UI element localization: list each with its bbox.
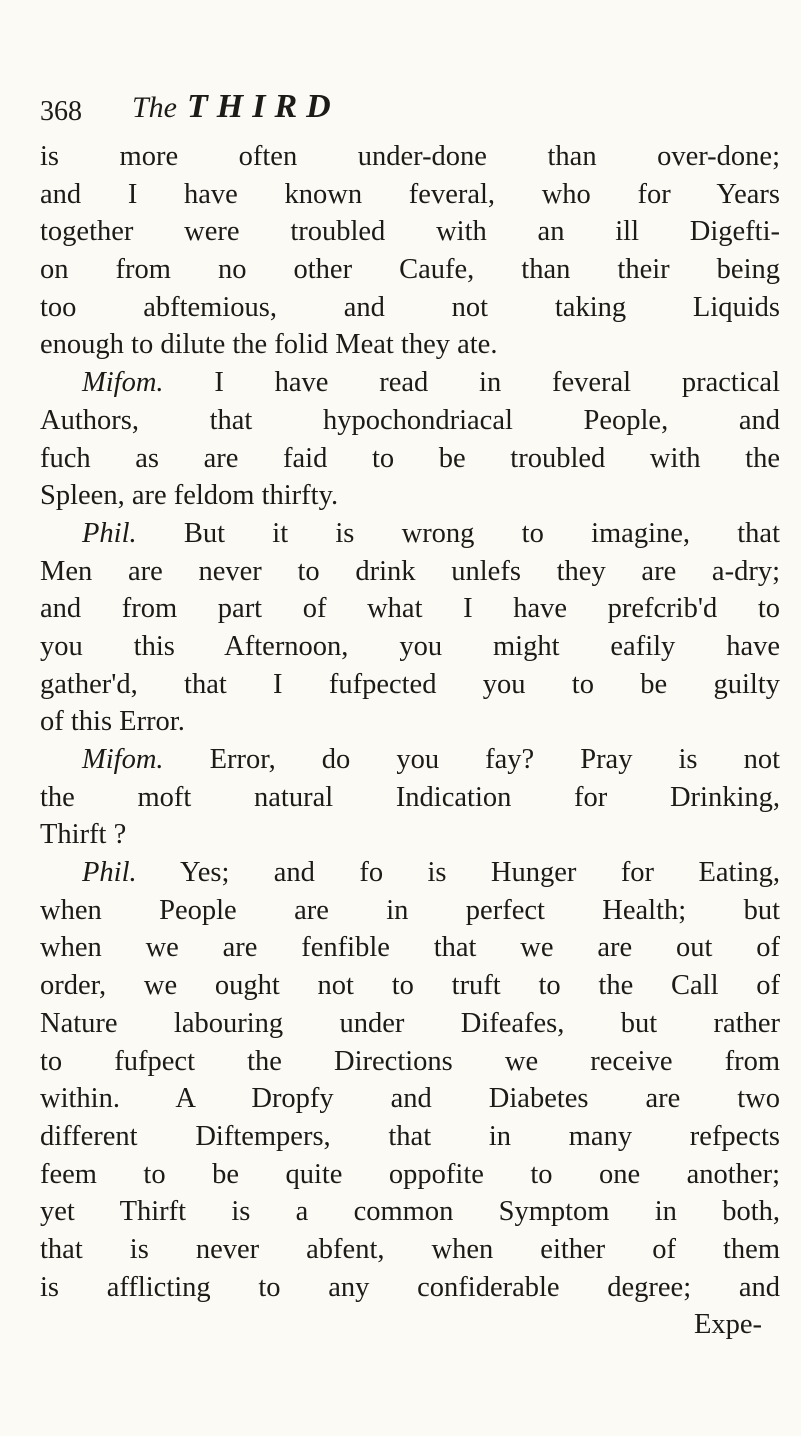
text-line xyxy=(40,553,780,591)
line-text: that is never abfent, when either of them xyxy=(40,1233,780,1265)
line-text: is more often under-done than over-done; xyxy=(40,141,780,172)
line-text: enough to dilute the folid Meat they ate. xyxy=(40,329,498,361)
line-text: But it is wrong to imagine, that xyxy=(136,517,780,549)
text-line xyxy=(40,967,780,1005)
line-text: Men are never to drink unlefs they are a-dry; xyxy=(40,555,780,587)
text-line xyxy=(40,213,780,251)
text-line xyxy=(40,440,780,478)
text-line xyxy=(40,628,780,666)
text-line xyxy=(40,1118,780,1156)
text-line xyxy=(40,816,780,854)
text-line xyxy=(40,854,780,892)
line-text: too abftemious, and not taking Liquids xyxy=(40,291,780,323)
text-line xyxy=(40,1005,780,1043)
line-text: Error, do you fay? Pray is not xyxy=(163,744,780,775)
text-line xyxy=(40,326,780,364)
text-line xyxy=(40,929,780,967)
body-text xyxy=(40,138,780,1344)
text-line xyxy=(40,703,780,741)
page-header xyxy=(40,88,740,128)
line-text: Spleen, are feldom thirfty. xyxy=(40,480,339,512)
text-line xyxy=(40,1080,780,1118)
line-text: on from no other Caufe, than their being xyxy=(40,254,780,286)
running-head-the: The xyxy=(132,91,177,124)
line-text: the moft natural Indication for Drinking, xyxy=(40,781,780,813)
text-line xyxy=(40,515,780,553)
running-head-title: THIRD xyxy=(187,88,340,125)
line-text: different Diftempers, that in many refpects xyxy=(40,1120,780,1152)
text-line xyxy=(40,1269,780,1307)
text-line xyxy=(40,892,780,930)
speaker-name: Phil. xyxy=(82,517,137,549)
line-text: feem to be quite oppofite to one another; xyxy=(40,1158,780,1190)
text-line xyxy=(40,590,780,628)
line-text: Yes; and fo is Hunger for Eating, xyxy=(136,857,780,889)
running-head xyxy=(132,88,340,126)
text-line xyxy=(40,251,780,289)
text-line xyxy=(40,666,780,704)
line-text: together were troubled with an ill Digefti- xyxy=(40,216,780,248)
line-text: yet Thirft is a common Symptom in both, xyxy=(40,1196,780,1228)
line-text: Thirft ? xyxy=(40,819,127,851)
line-text: Expe- xyxy=(693,1309,762,1341)
line-text: when we are fenfible that we are out of xyxy=(40,932,780,964)
text-line xyxy=(40,1231,780,1269)
text-line xyxy=(40,364,780,402)
text-line xyxy=(40,289,780,327)
line-text: I have read in feveral practical xyxy=(163,367,780,399)
line-text: of this Error. xyxy=(40,706,185,738)
text-line xyxy=(40,1156,780,1194)
speaker-name: Mifom. xyxy=(82,744,164,775)
line-text: is afflicting to any confiderable degree; and xyxy=(40,1271,780,1303)
line-text: fuch as are faid to be troubled with the xyxy=(40,442,780,474)
line-text: order, we ought not to truft to the Call of xyxy=(40,970,780,1002)
speaker-name: Phil. xyxy=(82,857,137,889)
line-text: Authors, that hypochondriacal People, and xyxy=(40,404,780,436)
line-text: when People are in perfect Health; but xyxy=(40,894,780,926)
text-line xyxy=(40,1043,780,1081)
speaker-name: Mifom. xyxy=(82,367,164,399)
line-text: and from part of what I have prefcrib'd to xyxy=(40,593,780,625)
catchword xyxy=(40,1306,780,1344)
line-text: to fufpect the Directions we receive from xyxy=(40,1045,780,1077)
line-text: you this Afternoon, you might eafily have xyxy=(40,630,780,662)
line-text: gather'd, that I fufpected you to be guilty xyxy=(40,668,780,700)
text-line xyxy=(40,176,780,214)
text-line xyxy=(40,1193,780,1231)
text-line xyxy=(40,138,780,176)
text-line xyxy=(40,477,780,515)
line-text: Nature labouring under Difeafes, but rather xyxy=(40,1007,780,1039)
line-text: and I have known feveral, who for Years xyxy=(40,178,780,210)
text-line xyxy=(40,779,780,817)
page-number: 368 xyxy=(40,96,82,127)
text-line xyxy=(40,402,780,440)
text-line xyxy=(40,741,780,779)
line-text: within. A Dropfy and Diabetes are two xyxy=(40,1083,780,1115)
